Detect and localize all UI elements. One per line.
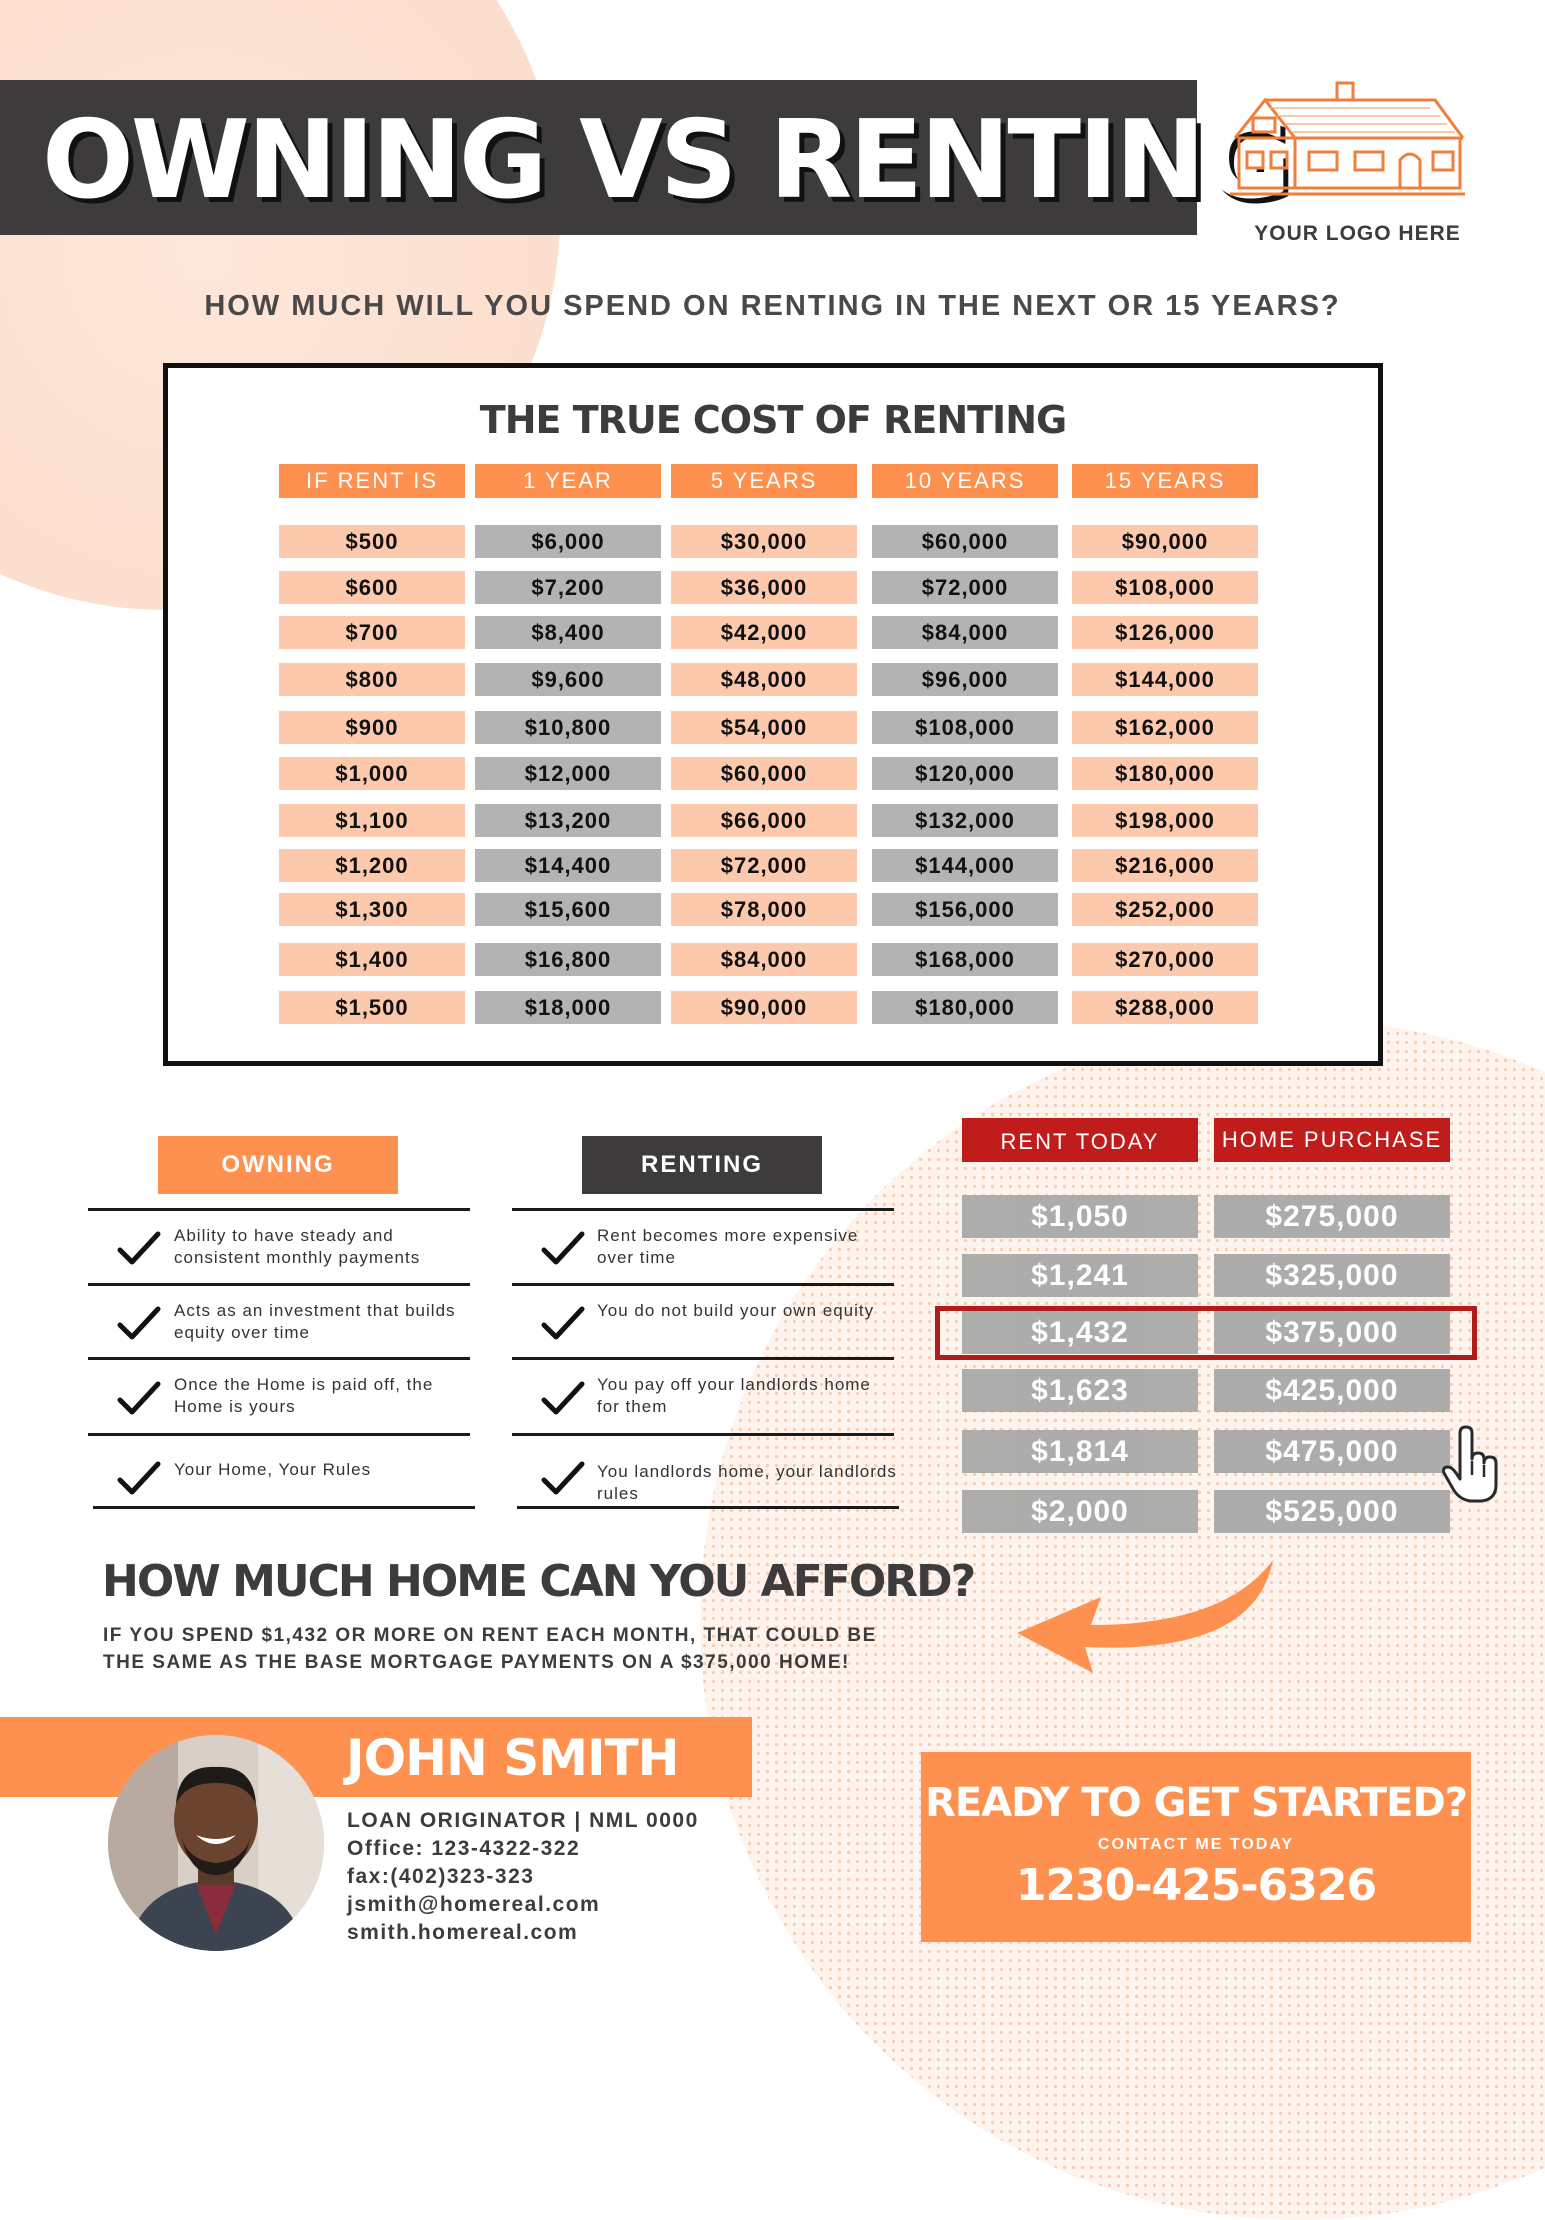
page-title: OWNING VS RENTING (42, 98, 1289, 223)
cost-table-cell: $1,400 (279, 943, 465, 976)
cost-table-cell: $12,000 (475, 757, 661, 790)
cost-table-cell: $90,000 (1072, 525, 1258, 558)
check-icon (116, 1378, 162, 1418)
owning-item: Once the Home is paid off, the Home is yours (174, 1375, 434, 1416)
cost-table-cell: $288,000 (1072, 991, 1258, 1024)
agent-website[interactable]: smith.homereal.com (347, 1921, 579, 1944)
cost-table-cell: $1,100 (279, 804, 465, 837)
agent-email[interactable]: jsmith@homereal.com (347, 1893, 601, 1916)
cost-table-cell: $96,000 (872, 663, 1058, 696)
cost-table-cell: $180,000 (1072, 757, 1258, 790)
cost-table-cell: $13,200 (475, 804, 661, 837)
check-icon (116, 1458, 162, 1498)
cost-table-cell: $16,800 (475, 943, 661, 976)
renting-item: Rent becomes more expensive over time (597, 1226, 859, 1267)
renting-item: You do not build your own equity (597, 1301, 875, 1320)
cost-table-cell: $108,000 (872, 711, 1058, 744)
cost-table-cell: $800 (279, 663, 465, 696)
owning-divider (93, 1506, 475, 1509)
owning-item: Ability to have steady and consistent monthly payments (174, 1226, 421, 1267)
cost-table-cell: $8,400 (475, 616, 661, 649)
rent-today-value: $1,241 (962, 1254, 1198, 1297)
cost-table-header: 15 YEARS (1072, 464, 1258, 498)
agent-name: JOHN SMITH (346, 1729, 679, 1787)
cost-table-cell: $14,400 (475, 849, 661, 882)
home-purchase-value: $475,000 (1214, 1430, 1450, 1473)
owning-heading: OWNING (158, 1136, 398, 1194)
home-purchase-value: $275,000 (1214, 1195, 1450, 1238)
cost-table-cell: $10,800 (475, 711, 661, 744)
cost-table-cell: $600 (279, 571, 465, 604)
rent-today-value: $1,814 (962, 1430, 1198, 1473)
cost-table-cell: $700 (279, 616, 465, 649)
check-icon (116, 1303, 162, 1343)
check-icon (540, 1228, 586, 1268)
cost-table-cell: $9,600 (475, 663, 661, 696)
rent-today-header: RENT TODAY (962, 1118, 1198, 1162)
cost-table-header: 1 YEAR (475, 464, 661, 498)
highlight-row-frame (935, 1306, 1477, 1360)
cost-table-cell: $48,000 (671, 663, 857, 696)
renting-divider (512, 1208, 894, 1211)
agent-office-phone: Office: 123-4322-322 (347, 1837, 581, 1860)
cost-table-cell: $1,300 (279, 893, 465, 926)
cost-table-cell: $198,000 (1072, 804, 1258, 837)
rent-today-value: $2,000 (962, 1490, 1198, 1533)
cost-table-cell: $6,000 (475, 525, 661, 558)
cost-table-cell: $72,000 (671, 849, 857, 882)
cost-table-cell: $7,200 (475, 571, 661, 604)
renting-divider (512, 1357, 894, 1360)
cost-table-cell: $132,000 (872, 804, 1058, 837)
cost-table-header: IF RENT IS (279, 464, 465, 498)
check-icon (540, 1378, 586, 1418)
afford-title: HOW MUCH HOME CAN YOU AFFORD? (102, 1556, 975, 1607)
owning-item: Acts as an investment that builds equity over time (174, 1301, 456, 1342)
cost-table-cell: $84,000 (671, 943, 857, 976)
cost-table-cell: $1,000 (279, 757, 465, 790)
cta-phone[interactable]: 1230-425-6326 (1015, 1860, 1377, 1911)
home-purchase-header: HOME PURCHASE (1214, 1118, 1450, 1162)
cost-table-cell: $108,000 (1072, 571, 1258, 604)
house-logo-icon (1225, 78, 1470, 208)
cost-table-cell: $36,000 (671, 571, 857, 604)
cost-table-cell: $180,000 (872, 991, 1058, 1024)
cost-table-cell: $900 (279, 711, 465, 744)
rent-today-value: $1,623 (962, 1369, 1198, 1412)
cost-table-cell: $270,000 (1072, 943, 1258, 976)
renting-heading: RENTING (582, 1136, 822, 1194)
home-purchase-value: $375,000 (1214, 1311, 1450, 1354)
owning-item: Your Home, Your Rules (174, 1460, 372, 1479)
renting-divider (512, 1283, 894, 1286)
agent-role: LOAN ORIGINATOR | NML 0000 (347, 1809, 699, 1832)
owning-divider (88, 1208, 470, 1211)
cost-table-cell: $144,000 (872, 849, 1058, 882)
cost-table-cell: $144,000 (1072, 663, 1258, 696)
cost-table-cell: $120,000 (872, 757, 1058, 790)
renting-item: You landlords home, your landlords rules (597, 1462, 897, 1503)
home-purchase-value: $325,000 (1214, 1254, 1450, 1297)
check-icon (540, 1458, 586, 1498)
cost-table-title: THE TRUE COST OF RENTING (479, 398, 1067, 442)
cost-table-cell: $1,500 (279, 991, 465, 1024)
agent-avatar (108, 1735, 324, 1951)
afford-line-1: IF YOU SPEND $1,432 OR MORE ON RENT EACH MONTH, THAT COULD BE (103, 1625, 877, 1646)
cost-table-cell: $15,600 (475, 893, 661, 926)
renting-divider (517, 1506, 899, 1509)
cost-table-header: 10 YEARS (872, 464, 1058, 498)
cost-table-cell: $42,000 (671, 616, 857, 649)
agent-fax: fax:(402)323-323 (347, 1865, 535, 1888)
cost-table-cell: $72,000 (872, 571, 1058, 604)
hand-cursor-icon (1440, 1425, 1504, 1505)
check-icon (116, 1228, 162, 1268)
cost-table-cell: $1,200 (279, 849, 465, 882)
cost-table-cell: $216,000 (1072, 849, 1258, 882)
cta-title: READY TO GET STARTED? (925, 1780, 1467, 1826)
cta-subtitle: CONTACT ME TODAY (1097, 1836, 1295, 1853)
cost-table-cell: $500 (279, 525, 465, 558)
afford-line-2: THE SAME AS THE BASE MORTGAGE PAYMENTS ON A $375,000 HOME! (103, 1652, 850, 1673)
logo-placeholder-text: YOUR LOGO HERE (1254, 222, 1461, 245)
home-purchase-value: $425,000 (1214, 1369, 1450, 1412)
rent-today-value: $1,050 (962, 1195, 1198, 1238)
cost-table-cell: $252,000 (1072, 893, 1258, 926)
cost-table-cell: $168,000 (872, 943, 1058, 976)
owning-divider (88, 1357, 470, 1360)
cost-table-cell: $126,000 (1072, 616, 1258, 649)
check-icon (540, 1303, 586, 1343)
agent-photo-icon (108, 1735, 324, 1951)
rent-today-value: $1,432 (962, 1311, 1198, 1354)
cost-table-cell: $162,000 (1072, 711, 1258, 744)
cost-table-header: 5 YEARS (671, 464, 857, 498)
cost-table-cell: $60,000 (671, 757, 857, 790)
afford-text (103, 1622, 963, 1676)
cost-table-cell: $156,000 (872, 893, 1058, 926)
owning-divider (88, 1433, 470, 1436)
cost-table-cell: $30,000 (671, 525, 857, 558)
owning-divider (88, 1283, 470, 1286)
cost-table-cell: $78,000 (671, 893, 857, 926)
cost-table-cell: $60,000 (872, 525, 1058, 558)
curved-arrow-icon (1005, 1555, 1280, 1705)
renting-divider (512, 1433, 894, 1436)
renting-item: You pay off your landlords home for them (597, 1375, 871, 1416)
cost-table-cell: $84,000 (872, 616, 1058, 649)
question-heading: HOW MUCH WILL YOU SPEND ON RENTING IN THE NEXT OR 15 YEARS? (204, 290, 1341, 322)
cost-table-cell: $18,000 (475, 991, 661, 1024)
cost-table-cell: $54,000 (671, 711, 857, 744)
cost-table-cell: $66,000 (671, 804, 857, 837)
home-purchase-value: $525,000 (1214, 1490, 1450, 1533)
cost-table-cell: $90,000 (671, 991, 857, 1024)
